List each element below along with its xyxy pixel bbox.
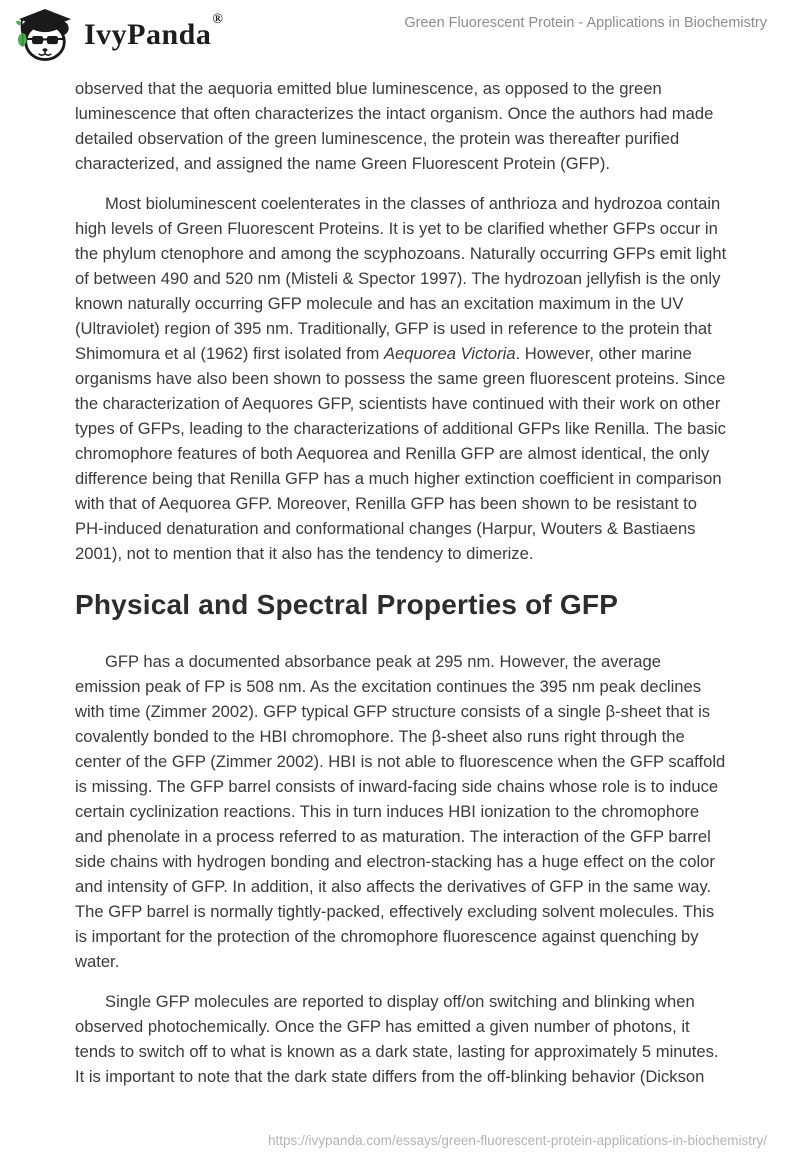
- paragraph-4: Single GFP molecules are reported to display off/on switching and blinking when observed photochemically. Once the GFP has emitted a given number of photons, it tends to switch off to what is known as a dark state, lasting for approximately 5 minutes. It is important to note that the dark state differs from the off-blinking behavior (Dickson: [75, 992, 719, 1086]
- page-footer: [0, 1120, 800, 1160]
- paragraph-3: GFP has a documented absorbance peak at 295 nm. However, the average emission peak of FP is 508 nm. As the excitation continues the 395 nm peak declines with time (Zimmer 2002). GFP typical GFP structure consists of a single β-sheet that is covalently bonded to the HBI chromophore. The β-sheet also runs right through the center of the GFP (Zimmer 2002). HBI is not able to fluorescence when the GFP scaffold is missing. The GFP barrel consists of inward-facing side chains whose role is to induce certain cyclinization reactions. This in turn induces HBI ionization to the chromophore and phenolate in a process referred to as maturation. The interaction of the GFP barrel side chains with hydrogen bonding and electron-stacking has a huge effect on the color and intensity of GFP. In addition, it also affects the derivatives of GFP in the same way. The GFP barrel is normally tightly-packed, effectively excluding solvent molecules. This is important for the protection of the chromophore fluorescence against quenching by water.: [75, 652, 726, 971]
- species-name-italic: Aequorea Victoria: [383, 344, 516, 363]
- paragraph-2: [75, 191, 727, 566]
- section-heading: Physical and Spectral Properties of GFP: [75, 589, 619, 620]
- page-header: [0, 0, 800, 66]
- brand-name: IvyPanda®: [84, 12, 224, 51]
- registered-trademark: ®: [212, 12, 224, 27]
- source-url: https://ivypanda.com/essays/green-fluorescent-protein-applications-in-biochemistry/: [268, 1133, 767, 1148]
- essay-content: [75, 76, 727, 1104]
- panda-graduate-logo-icon: [16, 8, 74, 62]
- paragraph-1: observed that the aequoria emitted blue luminescence, as opposed to the green luminescence that often characterizes the intact organism. Once the authors had made detailed observation of the green luminescence, the protein was thereafter purified characterized, and assigned the name Green Fluorescent Protein (GFP).: [75, 79, 714, 173]
- document-title: Green Fluorescent Protein - Applications in Biochemistry: [404, 15, 767, 31]
- paragraph-2-text-continued: . However, other marine organisms have also been shown to possess the same green fluorescent proteins. Since the characterization of Aequores GFP, scientists have continued with their work on other types of GFPs, leading to the characterizations of additional GFPs like Renilla. The basic chromophore features of both Aequorea and Renilla GFP are almost identical, the only difference being that Renilla GFP has a much higher extinction coefficient in comparison with that of Aequorea GFP. Moreover, Renilla GFP has been shown to be resistant to PH-induced denaturation and conformational changes (Harpur, Wouters & Bastiaens 2001), not to mention that it also has the tendency to dimerize.: [75, 344, 726, 563]
- ivypanda-logo: [16, 8, 222, 62]
- paragraph-2-text: Most bioluminescent coelenterates in the classes of anthrioza and hydrozoa contain high levels of Green Fluorescent Proteins. It is yet to be clarified whether GFPs occur in the phylum ctenophore and among the scyphozoans. Naturally occurring GFPs emit light of between 490 and 520 nm (Misteli & Spector 1997). The hydrozoan jellyfish is the only known naturally occurring GFP molecule and has an excitation maximum in the UV (Ultraviolet) region of 395 nm. Traditionally, GFP is used in reference to the protein that Shimomura et al (1962) first isolated from: [75, 194, 727, 363]
